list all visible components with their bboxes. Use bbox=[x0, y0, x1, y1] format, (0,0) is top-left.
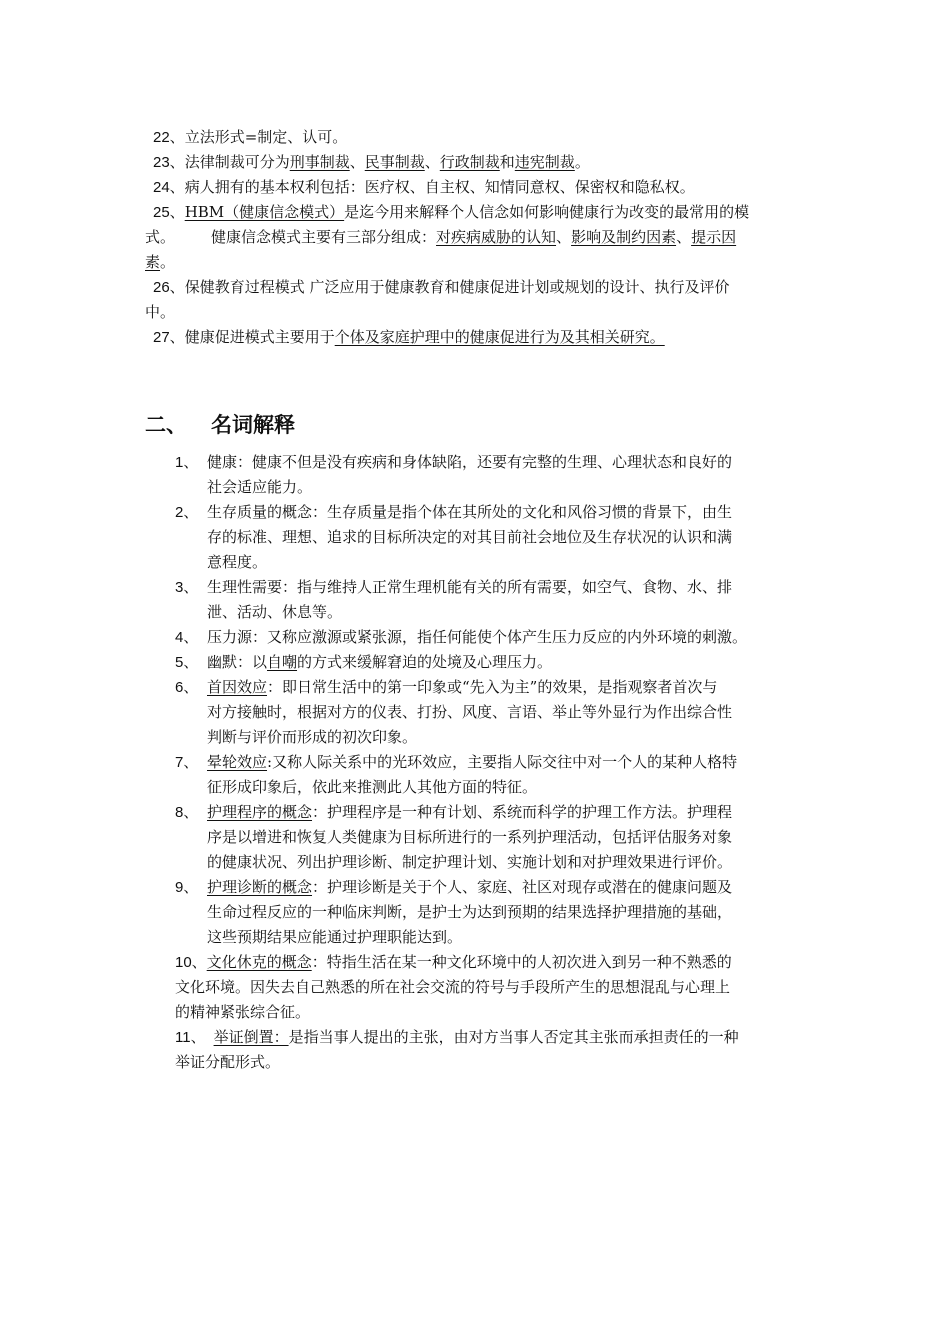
definition-4: 4、 压力源：又称应激源或紧张源，指任何能使个体产生压力反应的内外环境的刺激。 bbox=[175, 628, 748, 646]
definition-7: 7、 晕轮效应:又称人际关系中的光环效应，主要指人际交往中对一个人的某种人格特 征形成印象后，依此来推测此人其他方面的特征。 bbox=[175, 753, 738, 796]
term-nursing-process: 护理程序的概念 bbox=[207, 803, 313, 821]
list-item-27: 27、健康促进模式主要用于个体及家庭护理中的健康促进行为及其相关研究。 bbox=[153, 328, 665, 346]
list-item-25: 25、HBM（健康信念模式）是迄今用来解释个人信念如何影响健康行为改变的最常用的模 式。 健康信念模式主要有三部分组成：对疾病威胁的认知、影响及制约因素、提示因 素。 bbox=[145, 203, 750, 271]
definition-2: 2、 生存质量的概念：生存质量是指个体在其所处的文化和风俗习惯的背景下，由生 存的标准、理想、追求的目标所决定的对其目前社会地位及生存状况的认识和满 意程度。 bbox=[175, 503, 733, 571]
definitions-list bbox=[175, 450, 808, 1075]
term-administrative: 行政制裁 bbox=[439, 153, 500, 171]
list-item-26: 26、保健教育过程模式 广泛应用于健康教育和健康促进计划或规划的设计、执行及评价 中。 bbox=[145, 278, 730, 321]
definition-1: 1、 健康：健康不但是没有疾病和身体缺陷，还要有完整的生理、心理状态和良好的 社会适应能力。 bbox=[175, 453, 733, 496]
definition-8: 8、 护理程序的概念：护理程序是一种有计划、系统而科学的护理工作方法。护理程 序是以增进和恢复人类健康为目标所进行的一系列护理活动，包括评估服务对象 的健康状况、列出护理诊断、制定护理计划、实施计划和对护理效果进行评价。 bbox=[175, 803, 733, 871]
term-culture-shock: 文化休克的概念 bbox=[206, 953, 312, 971]
list-item-22: 22、立法形式=制定、认可。 bbox=[153, 128, 348, 146]
section-heading: 二、 名词解释 bbox=[145, 413, 295, 437]
term-halo-effect: 晕轮效应 bbox=[207, 753, 268, 771]
term-cues: 提示因 bbox=[691, 228, 737, 246]
definition-10: 10、文化休克的概念：特指生活在某一种文化环境中的人初次进入到另一种不熟悉的 文化环境。因失去自己熟悉的所在社会交流的符号与手段所产生的思想混乱与心理上 的精神紧张综合征。 bbox=[175, 953, 732, 1021]
term-influencing-factors: 影响及制约因素 bbox=[571, 228, 677, 246]
term-burden-reversal: 举证倒置： bbox=[213, 1028, 289, 1046]
definition-3: 3、 生理性需要：指与维持人正常生理机能有关的所有需要，如空气、食物、水、排 泄、活动、休息等。 bbox=[175, 578, 733, 621]
list-item-24: 24、病人拥有的基本权利包括：医疗权、自主权、知情同意权、保密权和隐私权。 bbox=[153, 178, 695, 196]
term-self-mockery: 自嘲 bbox=[267, 653, 298, 671]
definition-9: 9、 护理诊断的概念：护理诊断是关于个人、家庭、社区对现存或潜在的健康问题及 生命过程反应的一种临床判断，是护士为达到预期的结果选择护理措施的基础， 这些预期结果应能通过护理职能达到。 bbox=[175, 878, 733, 946]
definition-6: 6、 首因效应：即日常生活中的第一印象或“先入为主”的效果，是指观察者首次与 对方接触时，根据对方的仪表、打扮、风度、言语、举止等外显行为作出综合性 判断与评价而形成的初次印象。 bbox=[175, 678, 733, 746]
definition-5: 5、 幽默：以自嘲的方式来缓解窘迫的处境及心理压力。 bbox=[175, 653, 553, 671]
definition-11: 11、 举证倒置：是指当事人提出的主张，由对方当事人否定其主张而承担责任的一种 举证分配形式。 bbox=[175, 1028, 739, 1071]
term-primacy-effect: 首因效应 bbox=[207, 678, 268, 696]
list-item-23: 23、法律制裁可分为刑事制裁、民事制裁、行政制裁和违宪制裁。 bbox=[153, 153, 590, 171]
term-hbm: HBM（健康信念模式） bbox=[184, 203, 345, 221]
top-list bbox=[145, 125, 808, 350]
term-civil: 民事制裁 bbox=[364, 153, 425, 171]
term-unconstitutional: 违宪制裁 bbox=[514, 153, 575, 171]
term-criminal: 刑事制裁 bbox=[289, 153, 350, 171]
term-threat-perception: 对疾病威胁的认知 bbox=[436, 228, 557, 246]
term-health-promotion: 个体及家庭护理中的健康促进行为及其相关研究。 bbox=[334, 328, 665, 346]
term-nursing-diagnosis: 护理诊断的概念 bbox=[207, 878, 313, 896]
